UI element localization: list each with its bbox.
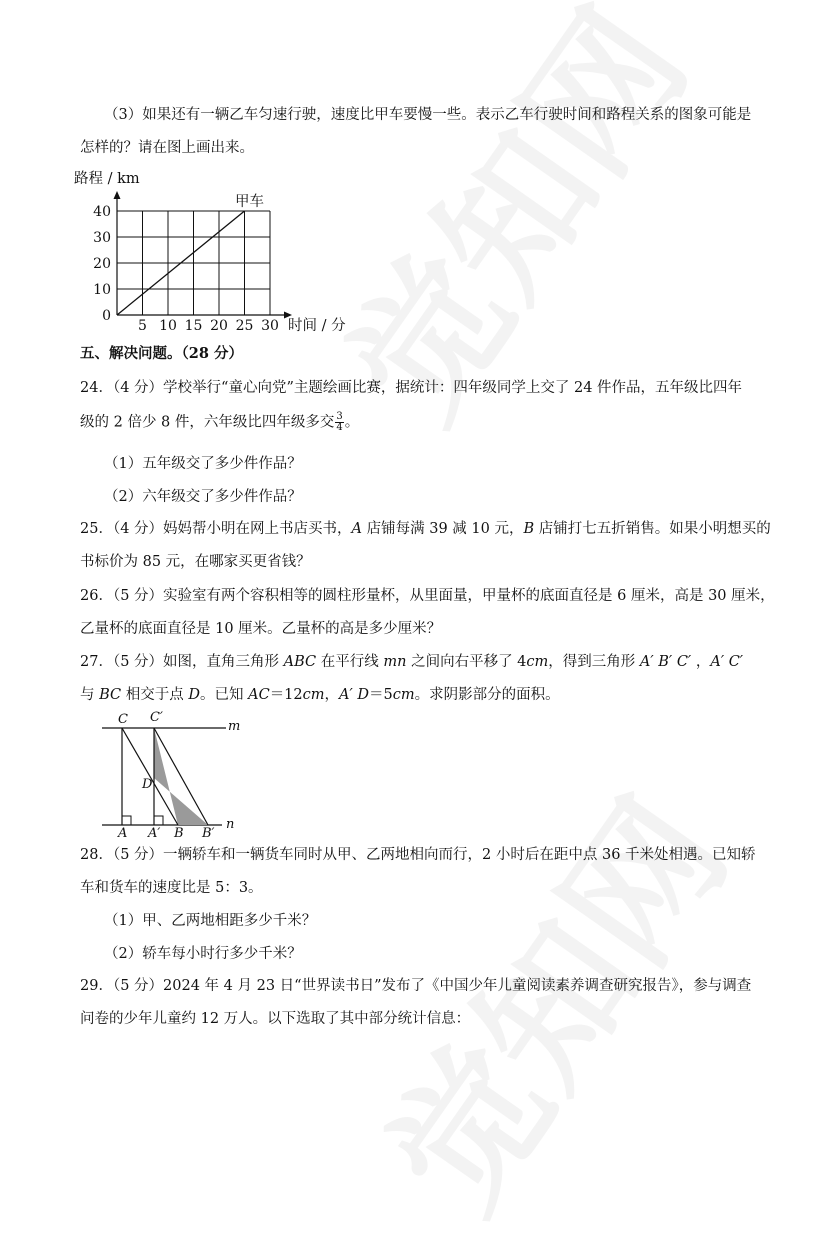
q24-line1: 24．（4 分）学校举行“童心向党”主题绘画比赛，据统计：四年级同学上交了 24 件作品，五年级比四年 xyxy=(80,380,743,396)
chart-xlabel: 时间 / 分 xyxy=(288,318,346,334)
label-a-prime: A′ xyxy=(148,826,161,841)
q27-t8: 。已知 xyxy=(200,687,249,703)
q24-sub1: （1）五年级交了多少件作品？ xyxy=(104,456,302,472)
q25-text-a: 25．（4 分）妈妈帮小明在网上书店买书， xyxy=(80,521,352,537)
y-tick-label-40: 40 xyxy=(93,204,111,220)
q25-var-b: B xyxy=(523,521,535,537)
q27-cm: cm xyxy=(526,654,549,670)
x-tick-label-20: 20 xyxy=(210,318,228,334)
q27-cm1: cm xyxy=(302,687,325,703)
q24-sub2: （2）六年级交了多少件作品？ xyxy=(104,489,302,505)
y-tick-label-20: 20 xyxy=(93,256,111,272)
q28-sub2: （2）轿车每小时行多少千米？ xyxy=(104,946,302,962)
q23-part3-line1: （3）如果还有一辆乙车匀速行驶，速度比甲车要慢一些。表示乙车行驶时间和路程关系的图象可能是 xyxy=(104,107,752,123)
q24-line2-end: 。 xyxy=(344,414,360,431)
q25-line2: 书标价为 85 元，在哪家买更省钱？ xyxy=(80,554,311,570)
label-b-prime: B′ xyxy=(202,826,215,841)
x-tick-label-15: 15 xyxy=(184,318,203,334)
series-label-jiache: 甲车 xyxy=(235,194,264,210)
q27-tri: A′ B′ C′ xyxy=(639,654,692,670)
q27-t1: 27．（5 分）如图，直角三角形 xyxy=(80,654,284,670)
q26-line1: 26．（5 分）实验室有两个容积相等的圆柱形量杯，从里面量，甲量杯的底面直径是 6 厘米，高是 30 厘米， xyxy=(80,588,775,604)
q27-d: D xyxy=(188,687,200,703)
y-tick-label-10: 10 xyxy=(93,282,111,298)
q28-sub1: （1）甲、乙两地相距多少千米？ xyxy=(104,913,317,929)
q25-text-b: 店铺每满 39 减 10 元， xyxy=(362,521,524,537)
q27-ac: AC xyxy=(248,687,270,703)
label-b: B xyxy=(174,826,184,841)
q27-t3: 之间向右平移了 4 xyxy=(406,654,527,670)
q27-t11: ＝5 xyxy=(369,687,393,703)
q27-t9: ＝12 xyxy=(269,687,303,703)
chart-axes xyxy=(114,191,293,319)
chart-grid xyxy=(117,211,270,315)
q27-t2: 在平行线 xyxy=(316,654,384,670)
q28-line2: 车和货车的速度比是 5：3。 xyxy=(80,880,263,896)
q27-t10: ， xyxy=(324,687,340,703)
y-axis-arrow xyxy=(114,191,121,199)
q24-line2 xyxy=(80,412,359,433)
fraction-numerator: 3 xyxy=(336,411,343,422)
distance-time-chart xyxy=(70,168,370,333)
q27-ad: A′ D xyxy=(339,687,370,703)
right-angle-mark-a xyxy=(122,816,131,825)
label-m: m xyxy=(228,719,241,734)
q27-mn: mn xyxy=(383,654,407,670)
q27-t6: 与 xyxy=(80,687,100,703)
q27-bc: BC xyxy=(99,687,122,703)
watermark-bottom xyxy=(330,751,765,1244)
chart-ylabel: 路程 / km xyxy=(74,171,140,187)
x-tick-label-10: 10 xyxy=(159,318,177,334)
section-heading: 五、解决问题。（28 分） xyxy=(80,345,243,362)
label-c: C xyxy=(118,712,128,727)
q23-part3-line2: 怎样的？请在图上画出来。 xyxy=(80,140,254,156)
label-c-prime: C′ xyxy=(150,710,163,725)
q27-line2 xyxy=(80,686,560,704)
q25-text-c: 店铺打七五折销售。如果小明想买的 xyxy=(534,521,771,537)
q25-line1 xyxy=(80,520,771,538)
q27-t7: 相交于点 xyxy=(121,687,189,703)
x-tick-label-5: 5 xyxy=(138,318,147,334)
q29-line1: 29．（5 分）2024 年 4 月 23 日“世界读书日”发布了《中国少年儿童阅读素养调查研究报告》，参与调查 xyxy=(80,978,752,994)
x-tick-label-30: 30 xyxy=(261,318,279,334)
q24-line2-text: 级的 2 倍少 8 件，六年级比四年级多交 xyxy=(80,414,335,431)
q27-cm2: cm xyxy=(392,687,415,703)
q27-abc: ABC xyxy=(283,654,317,670)
q27-t12: 。求阴影部分的面积。 xyxy=(414,687,560,703)
q27-seg: A′ C′ xyxy=(710,654,744,670)
q26-line2: 乙量杯的底面直径是 10 厘米。乙量杯的高是多少厘米？ xyxy=(80,621,442,637)
fraction-denominator: 4 xyxy=(336,422,343,433)
fraction-three-quarters xyxy=(335,412,343,433)
y-tick-label-0: 0 xyxy=(102,308,111,324)
triangle-translation-figure xyxy=(98,708,258,841)
q25-var-a: A xyxy=(351,521,363,537)
label-a: A xyxy=(118,826,128,841)
label-n: n xyxy=(226,817,235,832)
label-d: D xyxy=(142,777,153,792)
q27-line1 xyxy=(80,653,743,671)
x-tick-label-25: 25 xyxy=(235,318,254,334)
q29-line2: 问卷的少年儿童约 12 万人。以下选取了其中部分统计信息： xyxy=(80,1011,471,1027)
y-tick-label-30: 30 xyxy=(93,230,111,246)
q28-line1: 28．（5 分）一辆轿车和一辆货车同时从甲、乙两地相向而行，2 小时后在距中点 36 千米处相遇。已知轿 xyxy=(80,847,756,863)
right-angle-mark-a-prime xyxy=(154,816,163,825)
q27-t4: ，得到三角形 xyxy=(548,654,640,670)
q27-t5: ， xyxy=(691,654,711,670)
